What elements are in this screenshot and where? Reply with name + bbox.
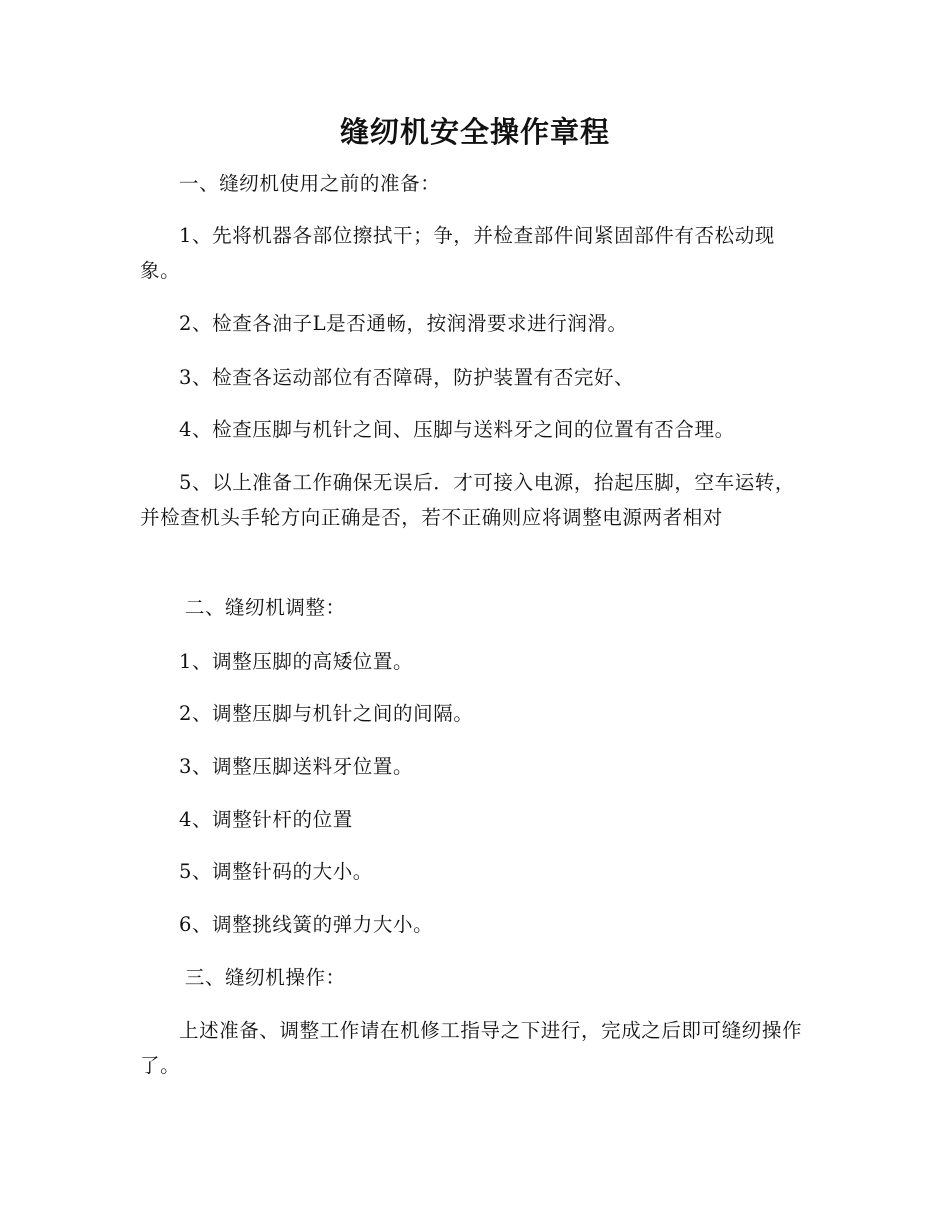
paragraph-adjust-3: 3、调整压脚送料牙位置。 (179, 755, 414, 778)
document-title: 缝纫机安全操作章程 (339, 115, 610, 149)
paragraph-operation-1: 上述准备、调整工作请在机修工指导之下进行，完成之后即可缝纫操作了。 (140, 1019, 803, 1077)
paragraph-prep-5: 5、以上准备工作确保无误后．才可接入电源，抬起压脚，空车运转，并检查机头手轮方向正确是否，若不正确则应将调整电源两者相对 (140, 471, 796, 529)
paragraph-adjust-1: 1、调整压脚的高矮位置。 (179, 650, 414, 673)
paragraph-adjust-4: 4、调整针杆的位置 (179, 808, 353, 831)
paragraph-prep-1: 1、先将机器各部位擦拭干；争，并检查部件间紧固部件有否松动现象。 (140, 224, 775, 282)
paragraph-adjust-6: 6、调整挑线簧的弹力大小。 (179, 913, 434, 936)
section-heading-operation: 三、缝纫机操作： (184, 966, 346, 989)
paragraph-adjust-5: 5、调整针码的大小。 (179, 860, 373, 883)
paragraph-prep-4: 4、检查压脚与机针之间、压脚与送料牙之间的位置有否合理。 (179, 418, 735, 441)
section-heading-adjustment: 二、缝纫机调整： (184, 596, 346, 619)
paragraph-prep-2: 2、检查各油子L是否通畅，按润滑要求进行润滑。 (179, 312, 628, 335)
paragraph-prep-3: 3、检查各运动部位有否障碍，防护装置有否完好、 (179, 366, 635, 389)
section-heading-preparation: 一、缝纫机使用之前的准备： (179, 172, 441, 195)
paragraph-adjust-2: 2、调整压脚与机针之间的间隔。 (179, 702, 474, 725)
